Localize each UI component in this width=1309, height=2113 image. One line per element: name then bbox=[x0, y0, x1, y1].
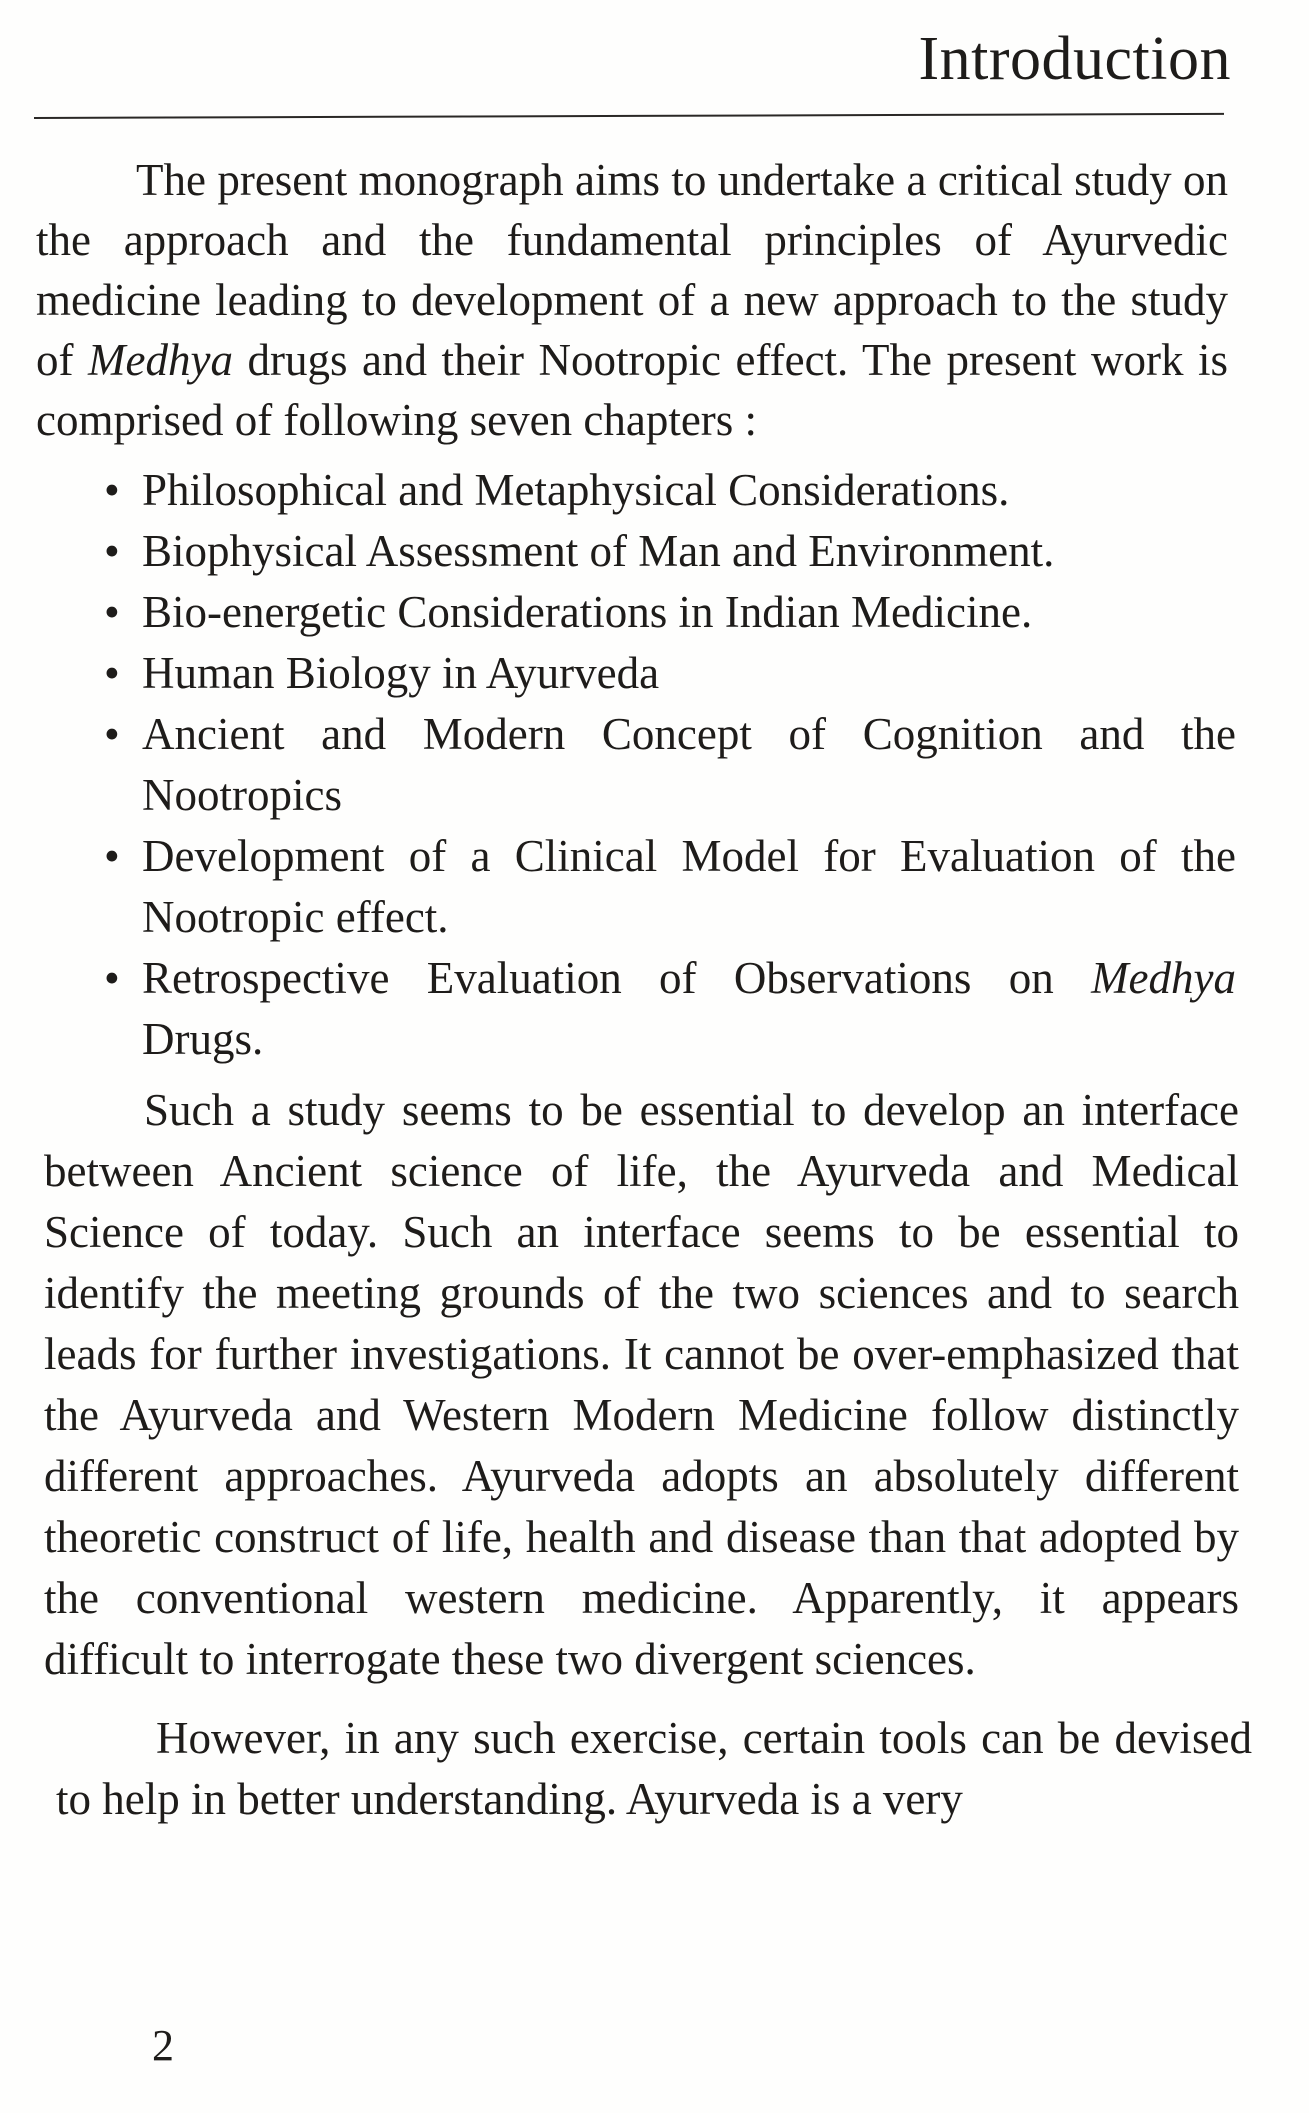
chapter-list bbox=[36, 460, 1236, 1070]
chapter-item bbox=[36, 521, 1236, 582]
bullet-icon: • bbox=[104, 831, 120, 881]
chapter-item bbox=[36, 582, 1236, 643]
bullet-icon: • bbox=[104, 953, 120, 1003]
intro-text-start: The present monograph aims to undertake a critical study on the approach and the fundamental principles of Ayurvedic medicine leading to development of a new approach to the study of bbox=[36, 155, 1228, 385]
intro-paragraph bbox=[36, 150, 1228, 450]
bullet-icon: • bbox=[104, 587, 120, 637]
chapter-item bbox=[36, 704, 1236, 826]
intro-italic-term: Medhya bbox=[88, 335, 233, 385]
chapter-title: Retrospective Evaluation of Observations on bbox=[142, 953, 1092, 1003]
bullet-icon: • bbox=[104, 709, 120, 759]
tools-paragraph: However, in any such exercise, certain tools can be devised to help in better understanding. Ayurveda is a very bbox=[56, 1713, 1252, 1824]
running-head-title: Introduction bbox=[918, 25, 1231, 93]
chapter-title: Development of a Clinical Model for Evaluation of the Nootropic effect. bbox=[142, 831, 1236, 942]
body-text bbox=[36, 150, 1252, 1830]
chapter-title: Human Biology in Ayurveda bbox=[142, 648, 660, 698]
intro-text-end: drugs and their Nootropic effect. The present work is comprised of following seven chapters : bbox=[36, 335, 1228, 445]
page-number: 2 bbox=[152, 2021, 174, 2070]
interface-paragraph: Such a study seems to be essential to develop an interface between Ancient science of life, the Ayurveda and Medical Science of today. Such an interface seems to be essential to identify the meeting grounds of the two sciences and to search leads for further investigations. It cannot be over-emphasized that the Ayurveda and Western Modern Medicine follow distinctly different approaches. Ayurveda adopts an absolutely different theoretic construct of life, health and disease than that adopted by the conventional western medicine. Apparently, it appears difficult to interrogate these two divergent sciences. bbox=[44, 1085, 1239, 1684]
chapter-item bbox=[36, 643, 1236, 704]
bullet-icon: • bbox=[104, 465, 120, 515]
chapter-item bbox=[36, 948, 1236, 1070]
chapter-title-end: Drugs. bbox=[142, 1014, 264, 1064]
bullet-icon: • bbox=[104, 526, 120, 576]
chapter-italic-term: Medhya bbox=[1091, 953, 1236, 1003]
header-rule bbox=[34, 113, 1224, 119]
chapter-item bbox=[36, 460, 1236, 521]
chapter-title: Biophysical Assessment of Man and Environment. bbox=[142, 526, 1055, 576]
bullet-icon: • bbox=[104, 648, 120, 698]
chapter-title: Bio-energetic Considerations in Indian Medicine. bbox=[142, 587, 1033, 637]
chapter-item bbox=[36, 826, 1236, 948]
chapter-title: Philosophical and Metaphysical Considerations. bbox=[142, 465, 1010, 515]
chapter-title: Ancient and Modern Concept of Cognition and the Nootropics bbox=[142, 709, 1236, 820]
